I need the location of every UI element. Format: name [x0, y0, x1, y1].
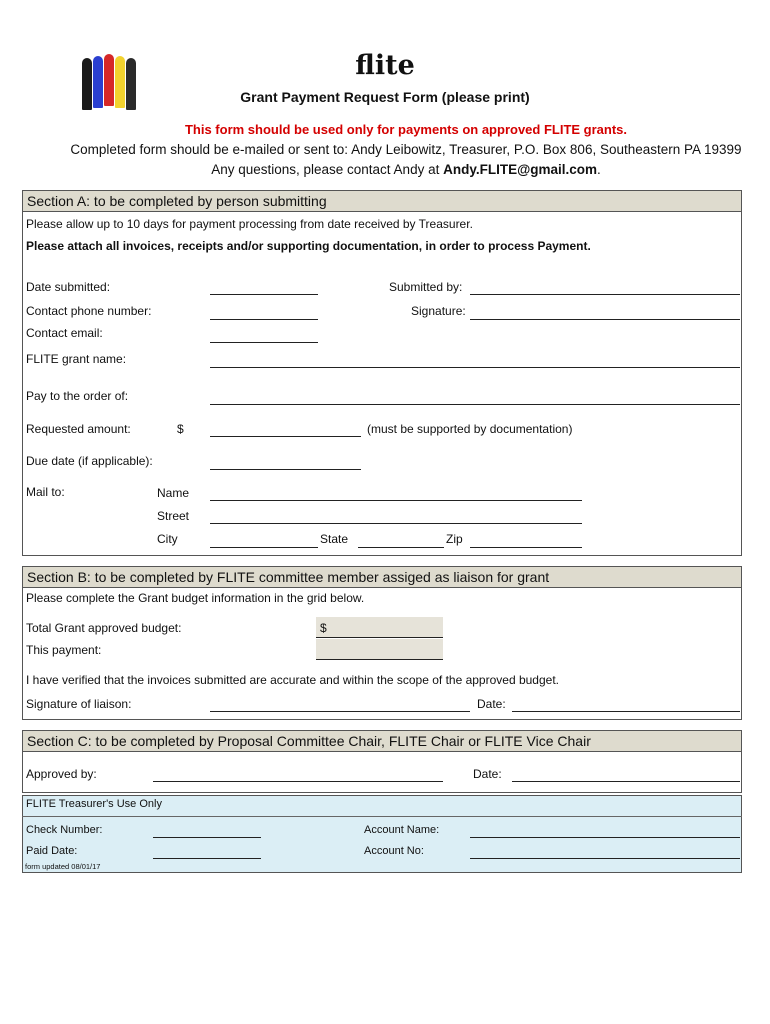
signature-field[interactable]	[470, 319, 740, 320]
submitted-by-label: Submitted by:	[389, 280, 463, 294]
section-a-heading: Section A: to be completed by person submitting	[22, 190, 742, 212]
mail-zip-label: Zip	[446, 532, 463, 546]
paid-date-label: Paid Date:	[26, 845, 78, 857]
section-b-heading: Section B: to be completed by FLITE committee member assiged as liaison for grant	[22, 566, 742, 588]
approved-by-label: Approved by:	[26, 767, 97, 781]
paid-date-field[interactable]	[153, 858, 261, 859]
total-budget-field[interactable]	[316, 617, 443, 638]
mail-name-field[interactable]	[210, 500, 582, 501]
liaison-date-field[interactable]	[512, 711, 740, 712]
section-c-box	[22, 751, 742, 793]
account-name-label: Account Name:	[364, 824, 440, 836]
this-payment-label: This payment:	[26, 643, 102, 657]
approved-by-field[interactable]	[153, 781, 443, 782]
total-budget-dollar: $	[320, 621, 327, 635]
logo-text: flite	[355, 50, 415, 81]
requested-dollar-sign: $	[177, 422, 184, 436]
section-a-note1: Please allow up to 10 days for payment processing from date received by Treasurer.	[26, 217, 473, 231]
section-a-note2: Please attach all invoices, receipts and/or supporting documentation, in order to process Payment.	[26, 239, 591, 253]
treasurer-divider	[22, 816, 742, 817]
contact-email-link[interactable]: Andy.FLITE@gmail.com	[443, 162, 598, 177]
pay-to-field[interactable]	[210, 404, 740, 405]
mail-street-field[interactable]	[210, 523, 582, 524]
form-title: Grant Payment Request Form (please print)	[240, 89, 530, 105]
contact-email-label: Contact email:	[26, 326, 103, 340]
pay-to-label: Pay to the order of:	[26, 389, 129, 403]
section-a-box	[22, 211, 742, 556]
mail-state-label: State	[320, 532, 349, 546]
check-number-label: Check Number:	[26, 824, 103, 836]
mail-name-label: Name	[157, 486, 190, 500]
date-submitted-label: Date submitted:	[26, 280, 111, 294]
due-date-field[interactable]	[210, 469, 361, 470]
mail-state-field[interactable]	[358, 547, 444, 548]
treasurer-heading: FLITE Treasurer's Use Only	[26, 798, 162, 810]
section-c-heading: Section C: to be completed by Proposal Committee Chair, FLITE Chair or FLITE Vice Chair	[22, 730, 742, 752]
signature-liaison-field[interactable]	[210, 711, 470, 712]
total-budget-label: Total Grant approved budget:	[26, 621, 182, 635]
mail-street-label: Street	[157, 509, 190, 523]
requested-amount-field[interactable]	[210, 436, 361, 437]
account-no-label: Account No:	[364, 845, 424, 857]
contact-phone-label: Contact phone number:	[26, 304, 152, 318]
mail-city-field[interactable]	[210, 547, 318, 548]
account-no-field[interactable]	[470, 858, 740, 859]
questions-line	[0, 162, 770, 177]
submitted-by-field[interactable]	[470, 294, 740, 295]
notice-text: This form should be used only for payments on approved FLITE grants.	[184, 122, 628, 137]
this-payment-field[interactable]	[316, 639, 443, 660]
must-be-supported-note: (must be supported by documentation)	[367, 422, 573, 436]
send-line: Completed form should be e-mailed or sent to: Andy Leibowitz, Treasurer, P.O. Box 806, Southeastern PA 19399	[70, 142, 742, 157]
approval-date-field[interactable]	[512, 781, 740, 782]
approval-date-label: Date:	[473, 767, 502, 781]
due-date-label: Due date (if applicable):	[26, 454, 153, 468]
questions-suffix: .	[597, 162, 601, 177]
mail-zip-field[interactable]	[470, 547, 582, 548]
form-updated-note: form updated 08/01/17	[25, 862, 101, 871]
liaison-date-label: Date:	[477, 697, 506, 711]
contact-phone-field[interactable]	[210, 319, 318, 320]
grant-name-field[interactable]	[210, 367, 740, 368]
account-name-field[interactable]	[470, 837, 740, 838]
check-number-field[interactable]	[153, 837, 261, 838]
contact-email-field[interactable]	[210, 342, 318, 343]
mail-city-label: City	[157, 532, 178, 546]
section-b-note: Please complete the Grant budget information in the grid below.	[26, 591, 365, 605]
mail-to-label: Mail to:	[26, 485, 65, 499]
verified-statement: I have verified that the invoices submitted are accurate and within the scope of the approved budget.	[26, 673, 559, 687]
grant-name-label: FLITE grant name:	[26, 352, 127, 366]
requested-amount-label: Requested amount:	[26, 422, 131, 436]
signature-label: Signature:	[411, 304, 466, 318]
signature-liaison-label: Signature of liaison:	[26, 697, 132, 711]
date-submitted-field[interactable]	[210, 294, 318, 295]
questions-prefix: Any questions, please contact Andy at	[211, 162, 444, 177]
